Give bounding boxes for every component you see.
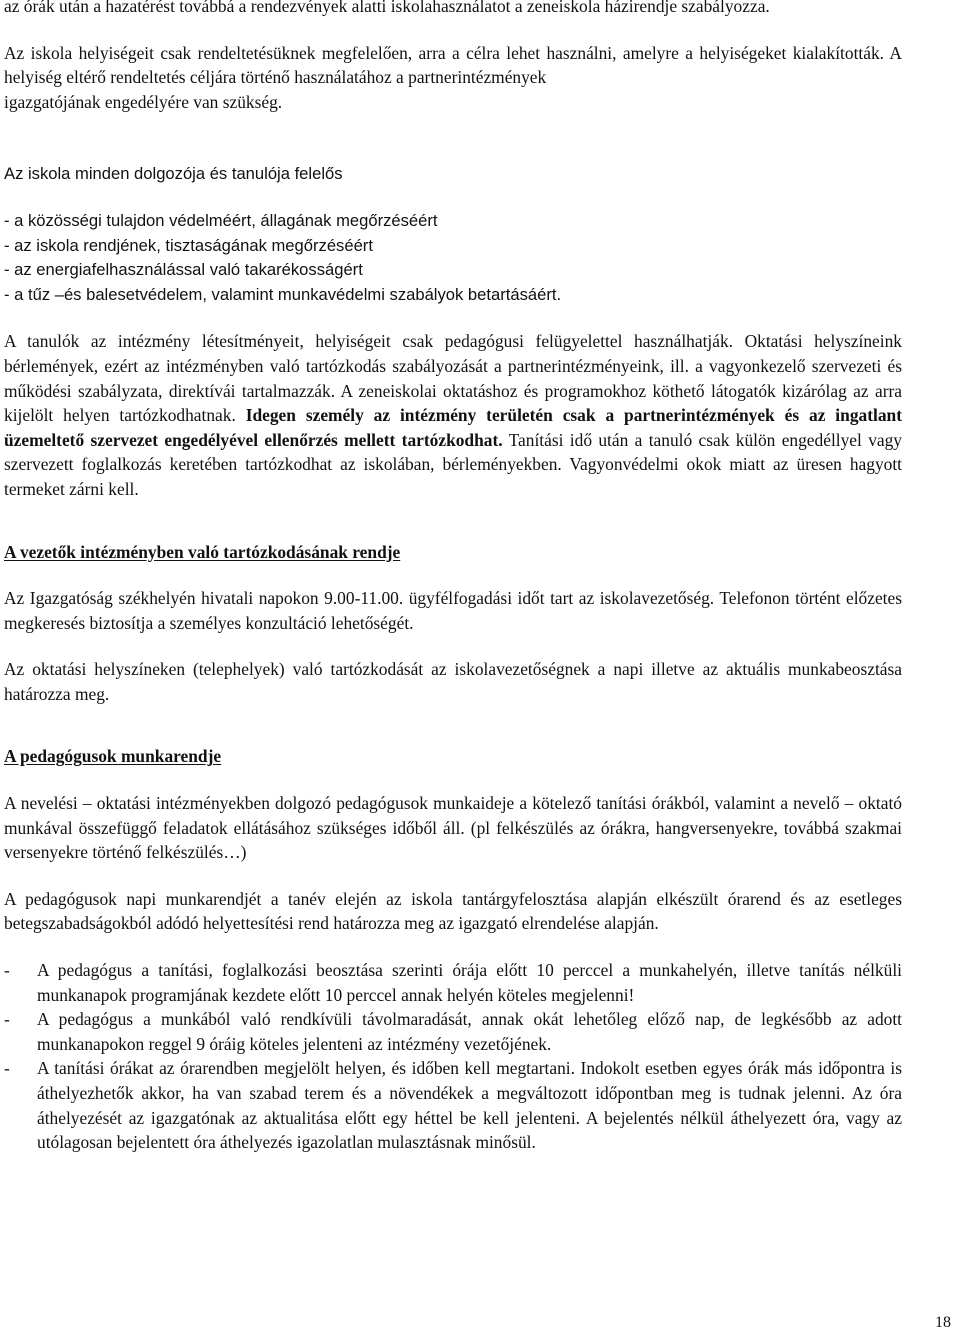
paragraph-students-access: [4, 329, 902, 501]
students-text-bold: Idegen személy az intézmény területén csak a partnerintézmények és az ingatlant üzemeltető szervezet engedélyével ellenőrzés mellett tartózkodhat.: [4, 405, 902, 450]
paragraph-teachers-schedule: A pedagógusok napi munkarendjét a tanév elején az iskola tantárgyfelosztása alapján elkészült órarend és az esetleges betegszabadságokból adódó helyettesítési rend határozza meg az igazgató elrendelése alapján.: [4, 888, 902, 934]
list-item: [4, 1056, 902, 1154]
list-dash: -: [4, 1009, 10, 1030]
responsibility-item: - az iskola rendjének, tisztaságának megőrzéséért: [4, 235, 373, 255]
list-item: [4, 958, 902, 1007]
list-dash: -: [4, 960, 10, 981]
page-number: 18: [935, 1314, 951, 1331]
responsibility-item: - a közösségi tulajdon védelméért, állagának megőrzéséért: [4, 210, 438, 230]
paragraph-teachers-worktime: A nevelési – oktatási intézményekben dolgozó pedagógusok munkaideje a kötelező tanítási órákból, valamint a nevelő – oktató munkával összefüggő feladatok ellátásához szükséges időből áll. (pl felkészülés az órákra, hangversenyekre, továbbá szakmai versenyekre történő felkészülés…): [4, 793, 902, 863]
students-text-1: A tanulók az intézmény létesítményeit, helyiségeit csak pedagógusi felügyelettel használhatják. Oktatási helyszíneink bérlemények, ezért az intézményben való tartózkodás szabályozását a partnerintézményeink, ill. a vagyonkezelő szervezeti és működési szabályzata, direktívái tartalmazzák. A zeneiskolai oktatáshoz és programokhoz köthető látogatók kizárólag az arra kijelölt helyen tartózkodhatnak.: [4, 331, 902, 426]
document-page: [4, 0, 902, 1155]
paragraph-room-usage: Az iskola helyiségeit csak rendeltetésüknek megfelelően, arra a célra lehet használni, amelyre a helyiségeket kialakították. A helyiség eltérő rendeltetés céljára történő használatához a partnerintézmények: [4, 42, 902, 88]
paragraph-leaders-office: Az Igazgatóság székhelyén hivatali napokon 9.00-11.00. ügyfélfogadási időt tart az iskolavezetőség. Telefonon történt előzetes megkeresés biztosítja a személyes konzultáció lehetőségét.: [4, 588, 902, 633]
responsibility-item: - a tűz –és balesetvédelem, valamint munkavédelmi szabályok betartásáért.: [4, 284, 562, 304]
paragraph-leaders-sites: Az oktatási helyszíneken (telephelyek) való tartózkodását az iskolavezetőségnek a napi illetve az aktuális munkabeosztása határozza meg.: [4, 659, 902, 704]
paragraph-room-usage-end: igazgatójának engedélyére van szükség.: [4, 91, 283, 112]
teachers-rules-list: [4, 958, 902, 1155]
list-item: [4, 1007, 902, 1056]
list-item-text: A pedagógus a munkából való rendkívüli távolmaradását, annak okát lehetőleg előző nap, de legkésőbb az adott munkanapokon reggel 9 óráig köteles jelenteni az intézmény vezetőjének.: [37, 1009, 902, 1054]
responsibility-item: - az energiafelhasználással való takarékosságért: [4, 260, 363, 280]
responsibility-heading: Az iskola minden dolgozója és tanulója felelős: [4, 164, 343, 184]
list-item-text: A pedagógus a tanítási, foglalkozási beosztása szerinti órája előtt 10 perccel a munkahelyén, illetve tanítás nélküli munkanapok programjának kezdete előtt 10 perccel annak helyén köteles megjelenni!: [37, 960, 902, 1005]
teachers-heading: A pedagógusok munkarendje: [4, 746, 222, 767]
students-text-2: Tanítási idő után a tanuló csak külön engedéllyel vagy szervezett foglalkozás keretében tartózkodhat az iskolában, bérleményekben. Vagyonvédelmi okok miatt az üresen hagyott termeket zárni kell.: [4, 429, 902, 499]
responsibility-list: [4, 209, 902, 307]
paragraph-house-rules: az órák után a hazatérést továbbá a rendezvények alatti iskolahasználatot a zeneiskola házirendje szabályozza.: [4, 0, 770, 16]
list-item-text: A tanítási órákat az órarendben megjelölt helyen, és időben kell megtartani. Indokolt esetben egyes órák más időpontra is áthelyezhetők akkor, ha van szabad terem és a növendékek a megváltozott időpontban meg is tudnak jelenni. Az óra áthelyezését az igazgatónak az aktualitása előtt egy héttel be kell jelenteni. A bejelentés nélkül áthelyezett óra, vagy az utólagosan bejelentett óra áthelyezés igazolatlan mulasztásnak minősül.: [37, 1058, 902, 1153]
list-dash: -: [4, 1058, 10, 1079]
leaders-heading: A vezetők intézményben való tartózkodásának rendje: [4, 541, 401, 562]
